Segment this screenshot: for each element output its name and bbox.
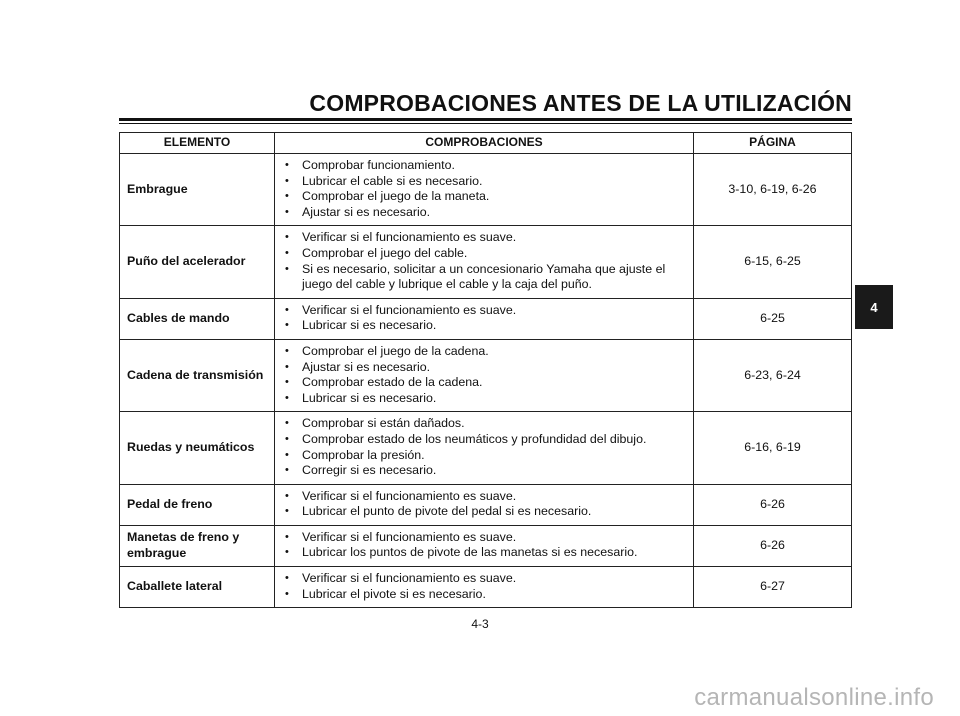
row-item: Manetas de freno y embrague xyxy=(120,525,275,566)
check-list-item: • Lubricar el cable si es necesario. xyxy=(285,174,687,190)
table-row xyxy=(120,484,852,525)
check-list-item: • Lubricar el punto de pivote del pedal si es necesario. xyxy=(285,504,687,520)
check-list xyxy=(285,571,687,602)
header-page: PÁGINA xyxy=(694,133,852,154)
table-row xyxy=(120,154,852,226)
row-item: Cables de mando xyxy=(120,298,275,339)
row-page: 6-15, 6-25 xyxy=(694,226,852,298)
check-list-item: • Ajustar si es necesario. xyxy=(285,205,687,221)
check-list-item: • Comprobar funcionamiento. xyxy=(285,158,687,174)
row-page: 6-26 xyxy=(694,484,852,525)
check-list xyxy=(285,303,687,334)
table-row xyxy=(120,525,852,566)
row-page: 6-25 xyxy=(694,298,852,339)
table-header-row xyxy=(120,133,852,154)
check-list-item: • Verificar si el funcionamiento es suave. xyxy=(285,571,687,587)
check-list xyxy=(285,416,687,478)
check-list-item: • Verificar si el funcionamiento es suave. xyxy=(285,303,687,319)
row-page: 3-10, 6-19, 6-26 xyxy=(694,154,852,226)
check-list-item: • Comprobar el juego del cable. xyxy=(285,246,687,262)
check-list-item: • Ajustar si es necesario. xyxy=(285,360,687,376)
pre-operation-checklist-table xyxy=(119,132,852,608)
check-list-item: • Verificar si el funcionamiento es suave. xyxy=(285,530,687,546)
page-title: COMPROBACIONES ANTES DE LA UTILIZACIÓN xyxy=(309,90,852,116)
table-row xyxy=(120,226,852,298)
row-page: 6-27 xyxy=(694,567,852,608)
header-item: ELEMENTO xyxy=(120,133,275,154)
title-underline xyxy=(119,118,852,121)
check-list-item: • Si es necesario, solicitar a un concesionario Yamaha que ajuste el juego del cable y lubrique el cable y la caja del puño. xyxy=(285,262,687,293)
row-item: Caballete lateral xyxy=(120,567,275,608)
check-list xyxy=(285,489,687,520)
row-item: Ruedas y neumáticos xyxy=(120,412,275,484)
check-list-item: • Lubricar los puntos de pivote de las manetas si es necesario. xyxy=(285,545,687,561)
chapter-tab: 4 xyxy=(855,285,893,329)
table-row xyxy=(120,298,852,339)
check-list xyxy=(285,158,687,220)
check-list xyxy=(285,344,687,406)
check-list xyxy=(285,530,687,561)
row-item: Cadena de transmisión xyxy=(120,339,275,411)
row-item: Puño del acelerador xyxy=(120,226,275,298)
check-list-item: • Comprobar el juego de la maneta. xyxy=(285,189,687,205)
check-list-item: • Lubricar si es necesario. xyxy=(285,318,687,334)
row-item: Embrague xyxy=(120,154,275,226)
check-list-item: • Corregir si es necesario. xyxy=(285,463,687,479)
check-list-item: • Verificar si el funcionamiento es suave. xyxy=(285,230,687,246)
table-row xyxy=(120,412,852,484)
check-list-item: • Lubricar si es necesario. xyxy=(285,391,687,407)
check-list-item: • Comprobar si están dañados. xyxy=(285,416,687,432)
check-list-item: • Comprobar la presión. xyxy=(285,448,687,464)
check-list-item: • Comprobar estado de los neumáticos y profundidad del dibujo. xyxy=(285,432,687,448)
table-row xyxy=(120,339,852,411)
check-list-item: • Verificar si el funcionamiento es suave. xyxy=(285,489,687,505)
title-underline-thin xyxy=(119,123,852,124)
check-list xyxy=(285,230,687,292)
check-list-item: • Comprobar estado de la cadena. xyxy=(285,375,687,391)
header-checks: COMPROBACIONES xyxy=(275,133,694,154)
table-row xyxy=(120,567,852,608)
row-item: Pedal de freno xyxy=(120,484,275,525)
check-list-item: • Comprobar el juego de la cadena. xyxy=(285,344,687,360)
row-page: 6-23, 6-24 xyxy=(694,339,852,411)
row-page: 6-16, 6-19 xyxy=(694,412,852,484)
row-page: 6-26 xyxy=(694,525,852,566)
check-list-item: • Lubricar el pivote si es necesario. xyxy=(285,587,687,603)
watermark: carmanualsonline.info xyxy=(694,684,934,711)
page-number: 4-3 xyxy=(471,617,489,631)
